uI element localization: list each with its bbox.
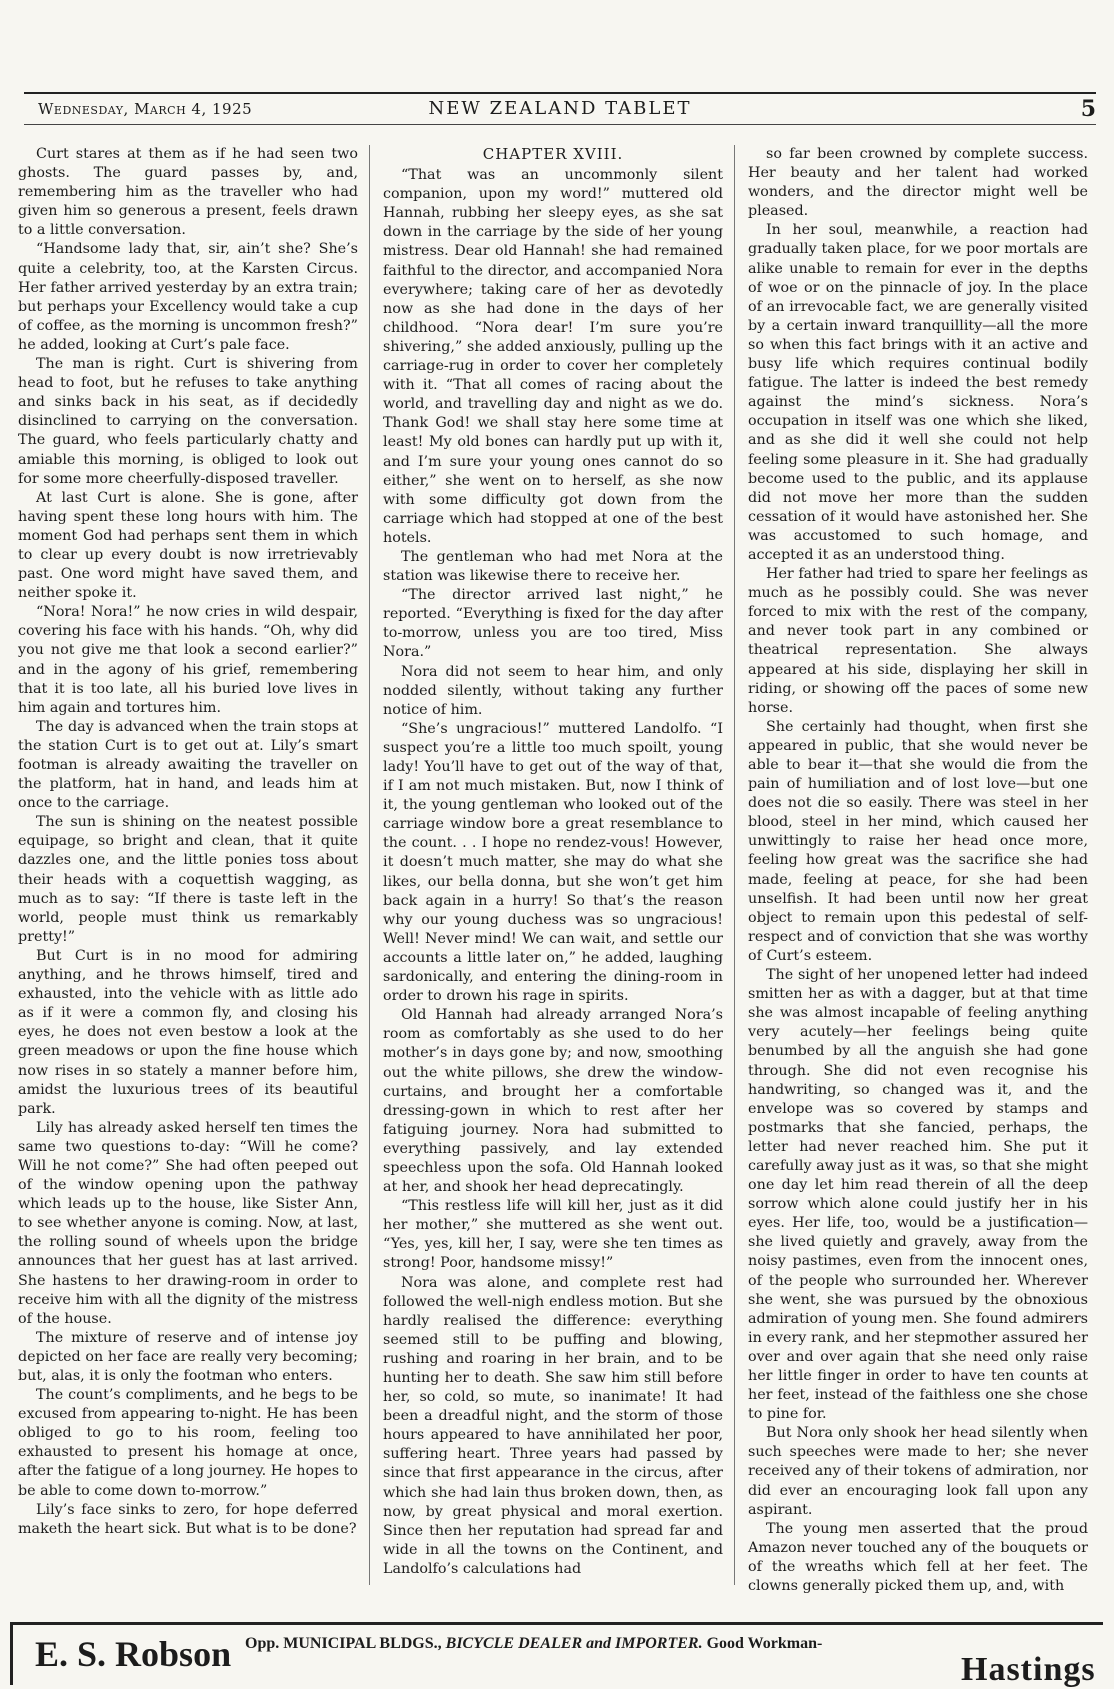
paragraph: Her father had tried to spare her feelings as much as he possibly could. She was never forced to mix with the rest of the company, and never took part in any combined or theatrical representation. She always appeared at his side, displaying her skill in riding, or showing off the paces of some new horse. (748, 566, 1088, 716)
column-rule (369, 145, 370, 1585)
page-number: 5 (1080, 96, 1096, 122)
paragraph: “That was an uncommonly silent companion, upon my word!” muttered old Hannah, rubbing her sleepy eyes, as she sat down in the carriage by the side of her young mistress. Dear old Hannah! she had remained faithful to the director, and accompanied Nora everywhere; taking care of her as devotedly now as she had done in the days of her childhood. “Nora dear! I’m sure you’re shivering,” she added anxiously, pulling up the carriage-rug in order to cover her completely with it. “That all comes of racing about the world, and travelling day and night as we do. Thank God! we shall stay here some time at least! My old bones can hardly put up with it, and I’m sure your young ones cannot do so either,” she went on to herself, as she now with some difficulty got down from the carriage which had stopped at one of the best hotels. (383, 167, 723, 546)
paragraph: Old Hannah had already arranged Nora’s room as comfortably as she used to do her mother’s in days gone by; and now, smoothing out the white pillows, she drew the window-curtains, and brought her a comfortable dressing-gown in which to rest after her fatiguing journey. Nora had submitted to everything passively, and lay extended speechless upon the sofa. Old Hannah looked at her, and shook her head deprecatingly. (383, 1007, 723, 1196)
article-column-3 (748, 145, 1088, 1596)
paragraph: Nora did not seem to hear him, and only nodded silently, without taking any further notice of him. (383, 663, 723, 718)
publication-title: NEW ZEALAND TABLET (428, 98, 692, 119)
paragraph: But Nora only shook her head silently when such speeches were made to her; she never received any of their tokens of admiration, nor did ever an encouraging look fall upon any aspirant. (748, 1425, 1088, 1518)
paragraph: At last Curt is alone. She is gone, after having spent these long hours with him. The moment God had perhaps sent them in which to clear up every doubt is now irretrievably past. One word might have saved them, and neither spoke it. (18, 489, 358, 602)
paragraph: “The director arrived last night,” he reported. “Everything is fixed for the day after to-morrow, unless you are too tired, Miss Nora.” (383, 587, 723, 661)
chapter-heading: CHAPTER XVIII. (482, 145, 624, 163)
paragraph: The man is right. Curt is shivering from head to foot, but he refuses to take anything and sinks back in his seat, as if decidedly disinclined to carrying on the conversation. The guard, who feels particularly chatty and amiable this morning, is obliged to look out for some more cheerfully-disposed traveller. (18, 356, 358, 487)
advertiser-name: E. S. Robson (35, 1634, 232, 1674)
page-header (24, 92, 1096, 125)
paragraph: The day is advanced when the train stops at the station Curt is to get out at. Lily’s smart footman is already awaiting the traveller on the platform, hat in hand, and leads him at once to the carriage. (18, 718, 358, 812)
advertiser-details (245, 1635, 822, 1653)
paragraph: She certainly had thought, when first she appeared in public, that she would never be able to bear it—that she would die from the pain of humiliation and of lost love—but one does not die so easily. There was steel in her blood, steel in her mind, which caused her unwittingly to raise her head once more, feeling how great was the sacrifice she had made, feeling at peace, for she had been unselfish. It had been until now her great object to remain upon this pedestal of self-respect and of conviction that she was worthy of Curt’s esteem. (748, 718, 1088, 964)
column-rule (734, 145, 735, 1585)
paragraph: “Handsome lady that, sir, ain’t she? She’s quite a celebrity, too, at the Karsten Circus. Her father arrived yesterday by an extra train; but perhaps your Excellency would take a cup of coffee, as the morning is uncommon fresh?” he added, looking at Curt’s pale face. (18, 241, 358, 353)
paragraph: “Nora! Nora!” he now cries in wild despair, covering his face with his hands. “Oh, why did you not give me that look a second earlier?” and in the agony of his grief, remembering that it is too late, all his buried love lives in him again and tortures him. (18, 604, 358, 716)
paragraph: “This restless life will kill her, just as it did her mother,” she muttered as she went out. “Yes, yes, kill her, I say, were she ten times as strong! Poor, handsome missy!” (383, 1198, 723, 1272)
issue-date: Wednesday, March 4, 1925 (38, 100, 253, 118)
paragraph: The young men asserted that the proud Amazon never touched any of the bouquets or of the wreaths which fell at her feet. The clowns generally picked them up, and, with (748, 1520, 1088, 1595)
paragraph: so far been crowned by complete success. Her beauty and her talent had worked wonders, and the director might well be pleased. (748, 146, 1088, 220)
paragraph: The count’s compliments, and he begs to be excused from appearing to-night. He has been obliged to go to his room, feeling too exhausted to present his homage at once, after the fatigue of a long journey. He hopes to be able to come down to-morrow.” (18, 1387, 358, 1499)
paragraph: Lily has already asked herself ten times the same two questions to-day: “Will he come? Will he not come?” She had often peeped out of the window opening upon the pathway which leads up to the house, like Sister Ann, to see whether anyone is coming. Now, at last, the rolling sound of wheels upon the bridge announces that her guest has at last arrived. She hastens to her drawing-room in order to receive him with all the dignity of the mistress of the house. (18, 1119, 358, 1327)
article-column-1 (18, 145, 358, 1539)
advertiser-address: Opp. MUNICIPAL BLDGS., (245, 1635, 442, 1652)
advertiser-tagline: Good Workman- (706, 1635, 823, 1652)
advertisement-banner (10, 1622, 1103, 1688)
paragraph: But Curt is in no mood for admiring anything, and he throws himself, tired and exhausted, into the vehicle with as little ado as if it were a common fly, and closing his eyes, he does not even bestow a look at the green meadows or upon the fine house which now rises in so stately a manner before him, amidst the luxurious trees of its beautiful park. (18, 947, 358, 1117)
paragraph: The sight of her unopened letter had indeed smitten her as with a dagger, but at that time she was almost incapable of feeling anything very acutely—her feelings being quite benumbed by all the anguish she had gone through. She did not even recognise his handwriting, so changed was it, and the envelope was so covered by stamps and postmarks that she fancied, perhaps, the letter had never reached him. She put it carefully away just as it was, so that she might one day let him read therein of all the deep sorrow which alone could justify her in his eyes. Her life, too, would be a justification—she lived quietly and gravely, away from the noisy pastimes, even from the innocent ones, of the people who surrounded her. Wherever she went, she was pursued by the obnoxious admiration of young men. She found admirers in every rank, and her stepmother assured her over and over again that she need only raise her little finger in order to have ten counts at her feet, instead of the faithless one she chose to pine for. (748, 967, 1088, 1423)
advertiser-town: Hastings (961, 1651, 1096, 1688)
paragraph: The sun is shining on the neatest possible equipage, so bright and clean, that it quite dazzles one, and the little ponies toss about their heads with a coquettish wagging, as much as to say: “If there is taste left in the world, people must think us remarkably pretty!” (18, 814, 358, 945)
paragraph: Nora was alone, and complete rest had followed the well-nigh endless motion. But she hardly realised the difference: everything seemed still to be puffing and blowing, rushing and roaring in her brain, and to be hunting her to death. She saw him still before her, so cold, so mute, so inanimate! It had been a dreadful night, and the storm of those hours appeared to have annihilated her poor, suffering heart. Three years had passed by since that first appearance in the circus, after which she had lain thus broken down, then, as now, by great physical and moral exertion. Since then her reputation had spread far and wide in all the towns on the Continent, and Landolfo’s calculations had (383, 1274, 723, 1577)
paragraph: In her soul, meanwhile, a reaction had gradually taken place, for we poor mortals are alike unable to remain for ever in the depths of woe or on the pinnacle of joy. In the place of an irrevocable fact, we are generally visited by a certain inward tranquillity—all the more so when this fact brings with it an active and busy life which requires continual bodily fatigue. The latter is indeed the best remedy against the mind’s sickness. Nora’s occupation in itself was one which she liked, and as she did it well she could not help feeling some pleasure in it. She had gradually become used to the public, and its applause did not move her more than the sudden cessation of it would have astonished her. She was accustomed to such homage, and accepted it as an understood thing. (748, 222, 1088, 563)
article-column-2 (383, 145, 723, 1579)
paragraph: The gentleman who had met Nora at the station was likewise there to receive her. (383, 548, 723, 585)
paragraph: Lily’s face sinks to zero, for hope deferred maketh the heart sick. But what is to be done? (18, 1501, 358, 1537)
paragraph: The mixture of reserve and of intense joy depicted on her face are really very becoming; but, alas, it is only the footman who enters. (18, 1329, 358, 1384)
paragraph: Curt stares at them as if he had seen two ghosts. The guard passes by, and, remembering him as the traveller who had given him so generous a present, feels drawn to a little conversation. (18, 146, 358, 239)
paragraph: “She’s ungracious!” muttered Landolfo. “I suspect you’re a little too much spoilt, young lady! You’ll have to get out of the way of that, if I am not much mistaken. But, now I think of it, the young gentleman who looked out of the carriage window bore a great resemblance to the count. . . I hope no rendez-vous! However, it doesn’t much matter, she may do what she likes, our bella donna, but she won’t get him back again in a hurry! So that’s the reason why our young duchess was so ungracious! Well! Never mind! We can wait, and settle our accounts a little later on,” he added, laughing sardonically, and entering the dining-room in order to drown his rage in spirits. (383, 720, 723, 1005)
advertiser-trade: BICYCLE DEALER and IMPORTER. (445, 1635, 703, 1652)
